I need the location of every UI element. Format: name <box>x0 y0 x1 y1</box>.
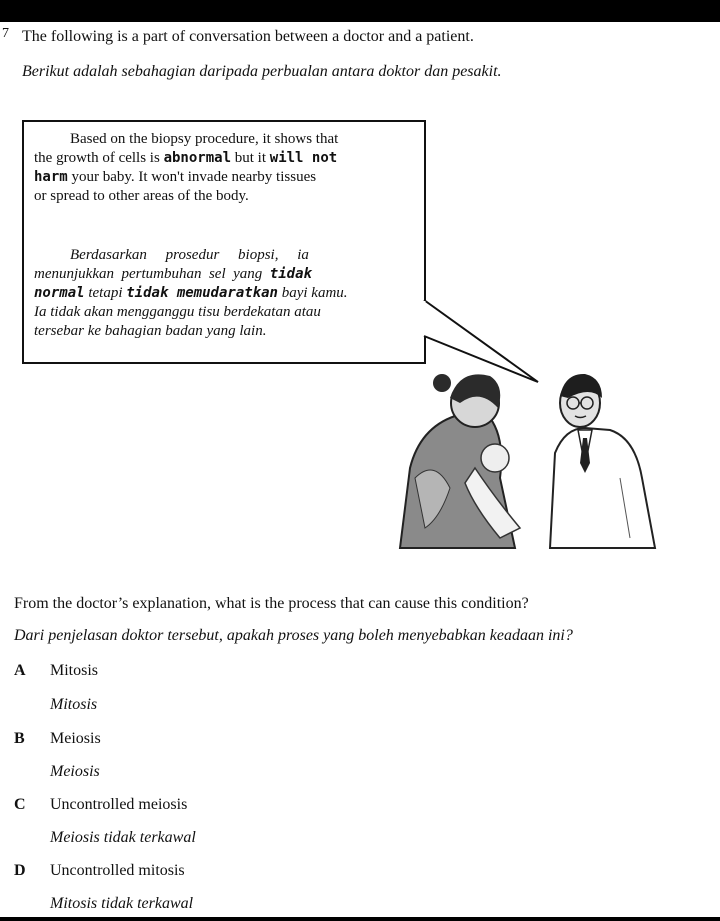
speech-line: the growth of cells is abnormal but it will not <box>34 150 338 166</box>
prompt-english: From the doctor’s explanation, what is the process that can cause this condition? <box>14 595 529 612</box>
speech-line: tersebar ke bahagian badan yang lain. <box>34 323 267 339</box>
speech-line: Berdasarkan prosedur biopsi, ia <box>70 247 309 263</box>
option-label-english: Uncontrolled mitosis <box>50 862 185 879</box>
option-letter: A <box>14 662 26 679</box>
speech-line: harm your baby. It won't invade nearby tissues <box>34 169 317 185</box>
intro-english: The following is a part of conversation between a doctor and a patient. <box>22 28 474 45</box>
option-letter: B <box>14 730 25 747</box>
bottom-rule <box>0 917 720 921</box>
option-label-malay: Mitosis tidak terkawal <box>50 895 194 912</box>
option-label-english: Uncontrolled meiosis <box>50 796 188 813</box>
bold-term: tidak memudaratkan <box>126 285 278 301</box>
doctor-figure <box>550 374 655 548</box>
option-label-malay: Mitosis <box>50 696 98 713</box>
bold-term: normal <box>34 285 85 301</box>
bold-term: abnormal <box>163 150 231 166</box>
doctor-patient-illustration <box>380 358 680 558</box>
intro-malay: Berikut adalah sebahagian daripada perbualan antara doktor dan pesakit. <box>22 63 502 80</box>
option-label-english: Meiosis <box>50 730 101 747</box>
patient-figure <box>400 374 520 548</box>
speech-line: normal tetapi tidak memudaratkan bayi kamu. <box>34 285 348 301</box>
bold-term: will not <box>269 150 338 166</box>
speech-line: Ia tidak akan mengganggu tisu berdekatan atau <box>34 304 321 320</box>
speech-line: Based on the biopsy procedure, it shows that <box>70 131 339 147</box>
option-label-english: Mitosis <box>50 662 99 679</box>
question-number-mark: 7 <box>2 26 9 41</box>
option-label-malay: Meiosis tidak terkawal <box>50 829 196 846</box>
speech-line: menunjukkan pertumbuhan sel yang tidak <box>34 266 312 282</box>
option-letter: C <box>14 796 26 813</box>
option-label-malay: Meiosis <box>50 763 100 780</box>
bold-term: harm <box>34 169 68 185</box>
option-letter: D <box>14 862 26 879</box>
bold-term: tidak <box>269 266 312 282</box>
speech-line: or spread to other areas of the body. <box>34 188 249 204</box>
prompt-malay: Dari penjelasan doktor tersebut, apakah proses yang boleh menyebabkan keadaan ini? <box>14 627 573 644</box>
